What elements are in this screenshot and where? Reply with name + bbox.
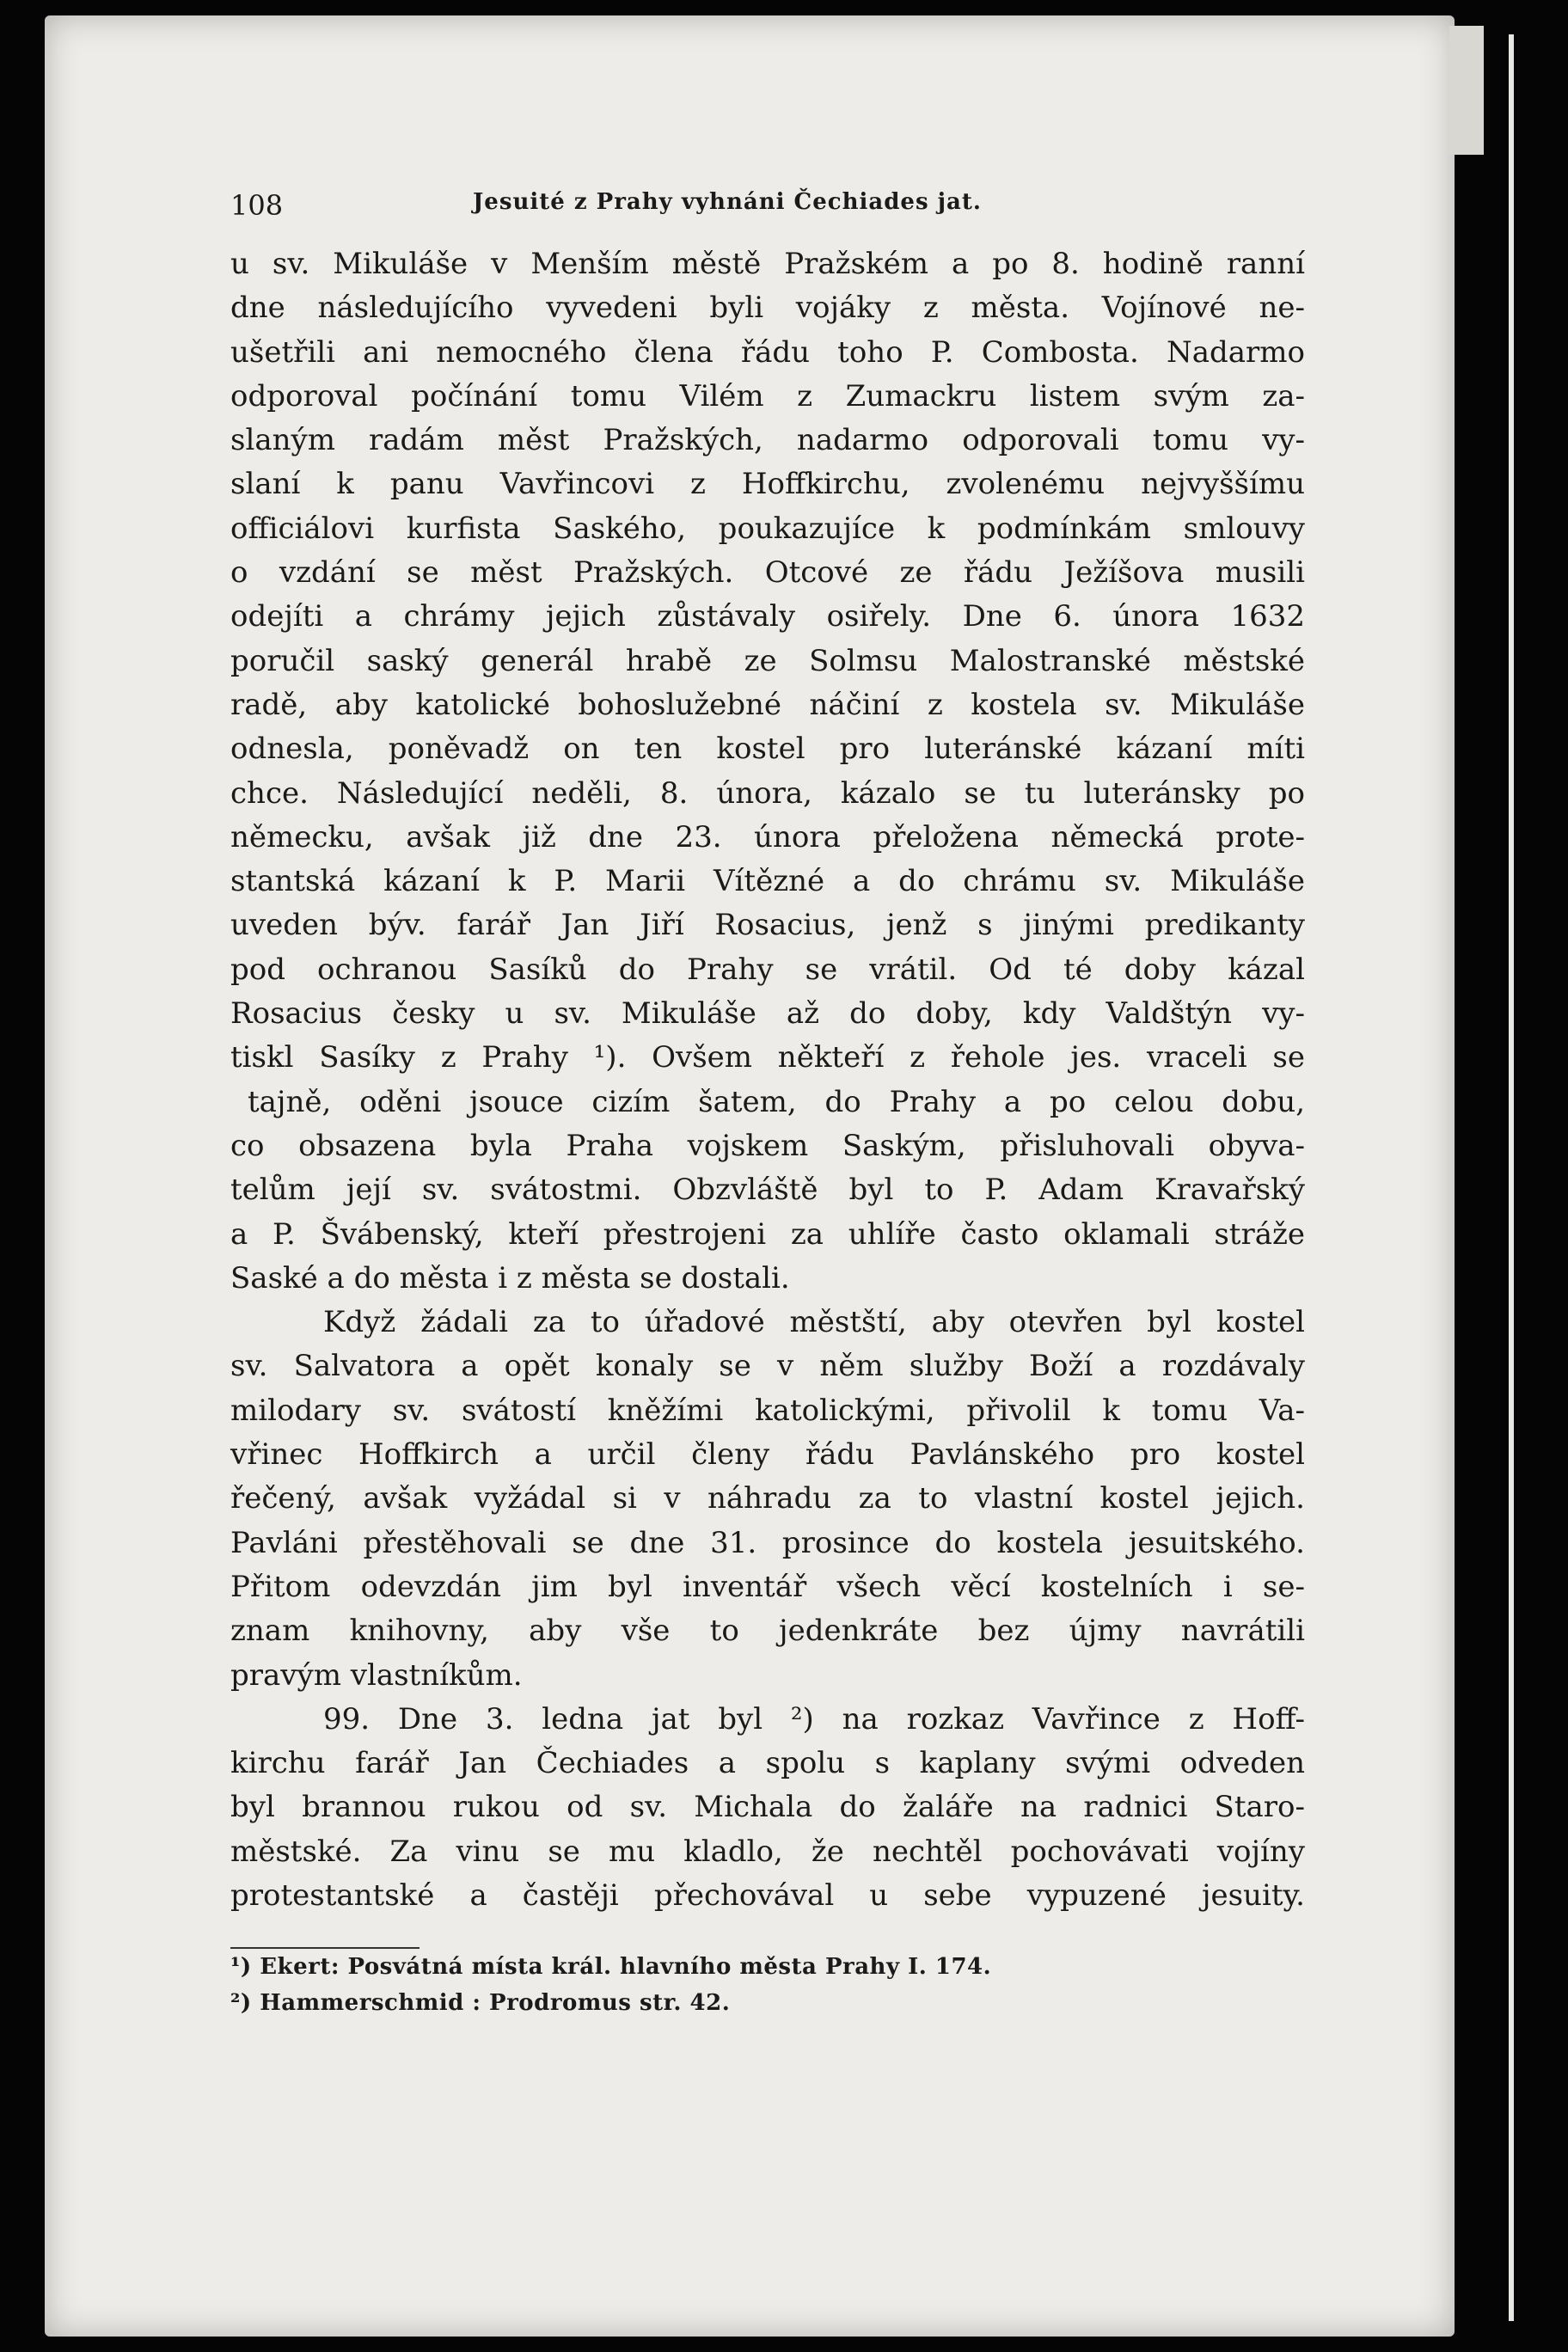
- text-line: officiálovi kurfista Saského, poukazujíce k podmínkám smlouvy: [230, 511, 1305, 546]
- text-line: městské. Za vinu se mu kladlo, že nechtěl pochovávati vojíny: [230, 1834, 1305, 1869]
- text-line: Přitom odevzdán jim byl inventář všech věcí kostelních i se-: [230, 1569, 1305, 1604]
- text-line: řečený, avšak vyžádal si v náhradu za to vlastní kostel jejich.: [230, 1481, 1305, 1516]
- text-line: co obsazena byla Praha vojskem Saským, přisluhovali obyva-: [230, 1128, 1305, 1163]
- text-line: byl brannou rukou od sv. Michala do žaláře na radnici Staro-: [230, 1790, 1305, 1825]
- text-line: uveden býv. farář Jan Jiří Rosacius, jenž s jinými predikanty: [230, 908, 1305, 943]
- text-line: u sv. Mikuláše v Menším městě Pražském a po 8. hodině ranní: [230, 247, 1305, 281]
- text-line: telům její sv. svátostmi. Obzvláště byl to P. Adam Kravařský: [230, 1173, 1305, 1208]
- text-line: chce. Následující neděli, 8. února, kázalo se tu luteránsky po: [230, 775, 1305, 811]
- text-line: stantská kázaní k P. Marii Vítězné a do chrámu sv. Mikuláše: [230, 864, 1305, 899]
- text-line: slaní k panu Vavřincovi z Hoffkirchu, zvolenému nejvyššímu: [230, 467, 1305, 502]
- text-line: ušetřili ani nemocného člena řádu toho P. Combosta. Nadarmo: [230, 334, 1305, 370]
- text-line: radě, aby katolické bohoslužebné náčiní z kostela sv. Mikuláše: [230, 687, 1305, 722]
- text-line: slaným radám měst Pražských, nadarmo odporovali tomu vy-: [230, 423, 1305, 458]
- text-line: vřinec Hoffkirch a určil členy řádu Pavlánského pro kostel: [230, 1437, 1305, 1473]
- text-line: sv. Salvatora a opět konaly se v něm služby Boží a rozdávaly: [230, 1349, 1305, 1384]
- text-line: německu, avšak již dne 23. února přeložena německá prote-: [230, 819, 1305, 854]
- text-line: dne následujícího vyvedeni byli vojáky z města. Vojínové ne-: [230, 291, 1305, 326]
- running-head: Jesuité z Prahy vyhnáni Čechiades jat.: [473, 189, 982, 215]
- page-content: [230, 172, 1305, 2021]
- page-edge: [1449, 26, 1484, 155]
- footnote-1: ¹) Ekert: Posvátná místa král. hlavního města Prahy I. 174.: [230, 1954, 992, 1981]
- text-line: milodary sv. svátostí kněžími katolickými, přivolil k tomu Va-: [230, 1393, 1305, 1428]
- text-line: odnesla, poněvadž on ten kostel pro luteránské kázaní míti: [230, 732, 1305, 767]
- text-line: protestantské a častěji přechovával u sebe vypuzené jesuity.: [230, 1877, 1305, 1913]
- text-line: tajně, oděni jsouce cizím šatem, do Prahy a po celou dobu,: [248, 1084, 1305, 1119]
- page-header: [230, 172, 1305, 232]
- text-line: 99. Dne 3. ledna jat byl ²) na rozkaz Vavřince z Hoff-: [323, 1701, 1305, 1736]
- text-line: Rosacius česky u sv. Mikuláše až do doby, kdy Valdštýn vy-: [230, 996, 1305, 1032]
- body-text: [230, 242, 1305, 1918]
- text-line: znam knihovny, aby vše to jedenkráte bez újmy navrátili: [230, 1614, 1305, 1649]
- text-line: Když žádali za to úřadové městští, aby otevřen byl kostel: [323, 1305, 1305, 1340]
- text-line: Saské a do města i z města se dostali.: [230, 1260, 790, 1295]
- text-line: pravým vlastníkům.: [230, 1657, 523, 1693]
- text-line: odporoval počínání tomu Vilém z Zumackru listem svým za-: [230, 378, 1305, 413]
- text-line: odejíti a chrámy jejich zůstávaly osiřely. Dne 6. února 1632: [230, 599, 1305, 634]
- footnote-2: ²) Hammerschmid : Prodromus str. 42.: [230, 1990, 731, 2017]
- page-number: 108: [230, 189, 284, 222]
- text-line: kirchu farář Jan Čechiades a spolu s kaplany svými odveden: [230, 1746, 1305, 1781]
- margin-rule: [1509, 34, 1514, 2321]
- text-line: a P. Švábenský, kteří přestrojeni za uhlíře často oklamali stráže: [230, 1216, 1305, 1252]
- text-line: tiskl Sasíky z Prahy ¹). Ovšem někteří z řehole jes. vraceli se: [230, 1040, 1305, 1075]
- text-line: o vzdání se měst Pražských. Otcové ze řádu Ježíšova musili: [230, 555, 1305, 591]
- text-line: pod ochranou Sasíků do Prahy se vrátil. Od té doby kázal: [230, 952, 1305, 987]
- text-line: poručil saský generál hrabě ze Solmsu Malostranské městské: [230, 643, 1305, 678]
- text-line: Pavláni přestěhovali se dne 31. prosince do kostela jesuitského.: [230, 1525, 1305, 1560]
